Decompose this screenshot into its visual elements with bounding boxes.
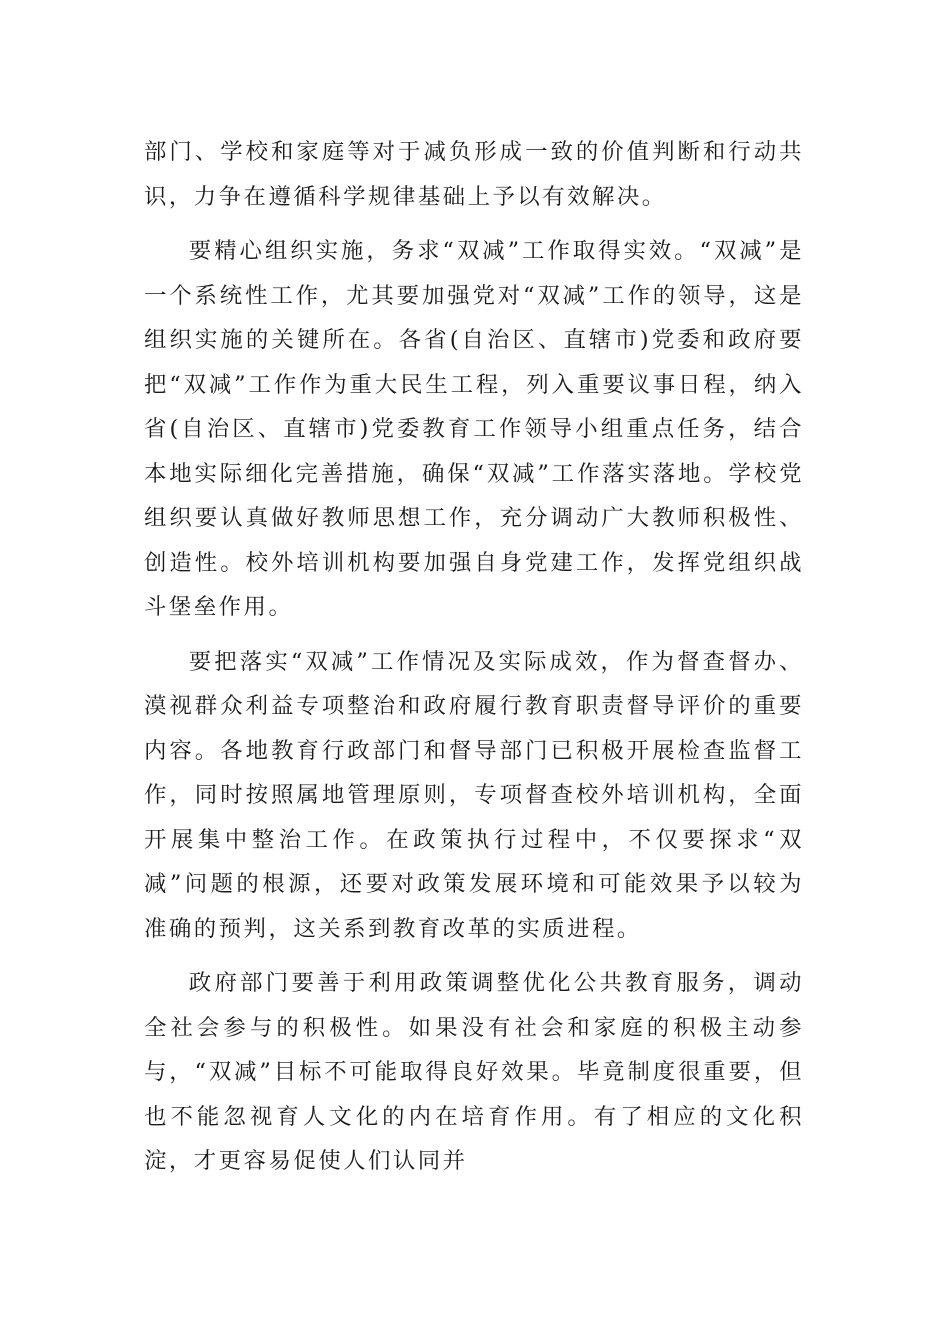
paragraph-implementation: 要精心组织实施，务求“双减”工作取得实效。“双减”是一个系统性工作，尤其要加强党对“双减”工作的领导，这是组织实施的关键所在。各省(自治区、直辖市)党委和政府要把“双减”工作作为重大民生工程，列入重要议事日程，纳入省(自治区、直辖市)党委教育工作领导小组重点任务，结合本地实际细化完善措施，确保“双减”工作落实落地。学校党组织要认真做好教师思想工作，充分调动广大教师积极性、创造性。校外培训机构要加强自身党建工作，发挥党组织战斗堡垒作用。	[144, 238, 804, 620]
document-body	[144, 130, 804, 1194]
paragraph-public-service: 政府部门要善于利用政策调整优化公共教育服务，调动全社会参与的积极性。如果没有社会和家庭的积极主动参与，“双减”目标不可能取得良好效果。毕竟制度很重要，但也不能忽视育人文化的内在培育作用。有了相应的文化积淀，才更容易促使人们认同并	[144, 970, 804, 1174]
paragraph-continuation: 部门、学校和家庭等对于减负形成一致的价值判断和行动共识，力争在遵循科学规律基础上予以有效解决。	[144, 139, 804, 210]
paragraph-supervision: 要把落实“双减”工作情况及实际成效，作为督查督办、漠视群众利益专项整治和政府履行教育职责督导评价的重要内容。各地教育行政部门和督导部门已积极开展检查监督工作，同时按照属地管理原则，专项督查校外培训机构，全面开展集中整治工作。在政策执行过程中，不仅要探求“双减”问题的根源，还要对政策发展环境和可能效果予以较为准确的预判，这关系到教育改革的实质进程。	[144, 648, 804, 942]
